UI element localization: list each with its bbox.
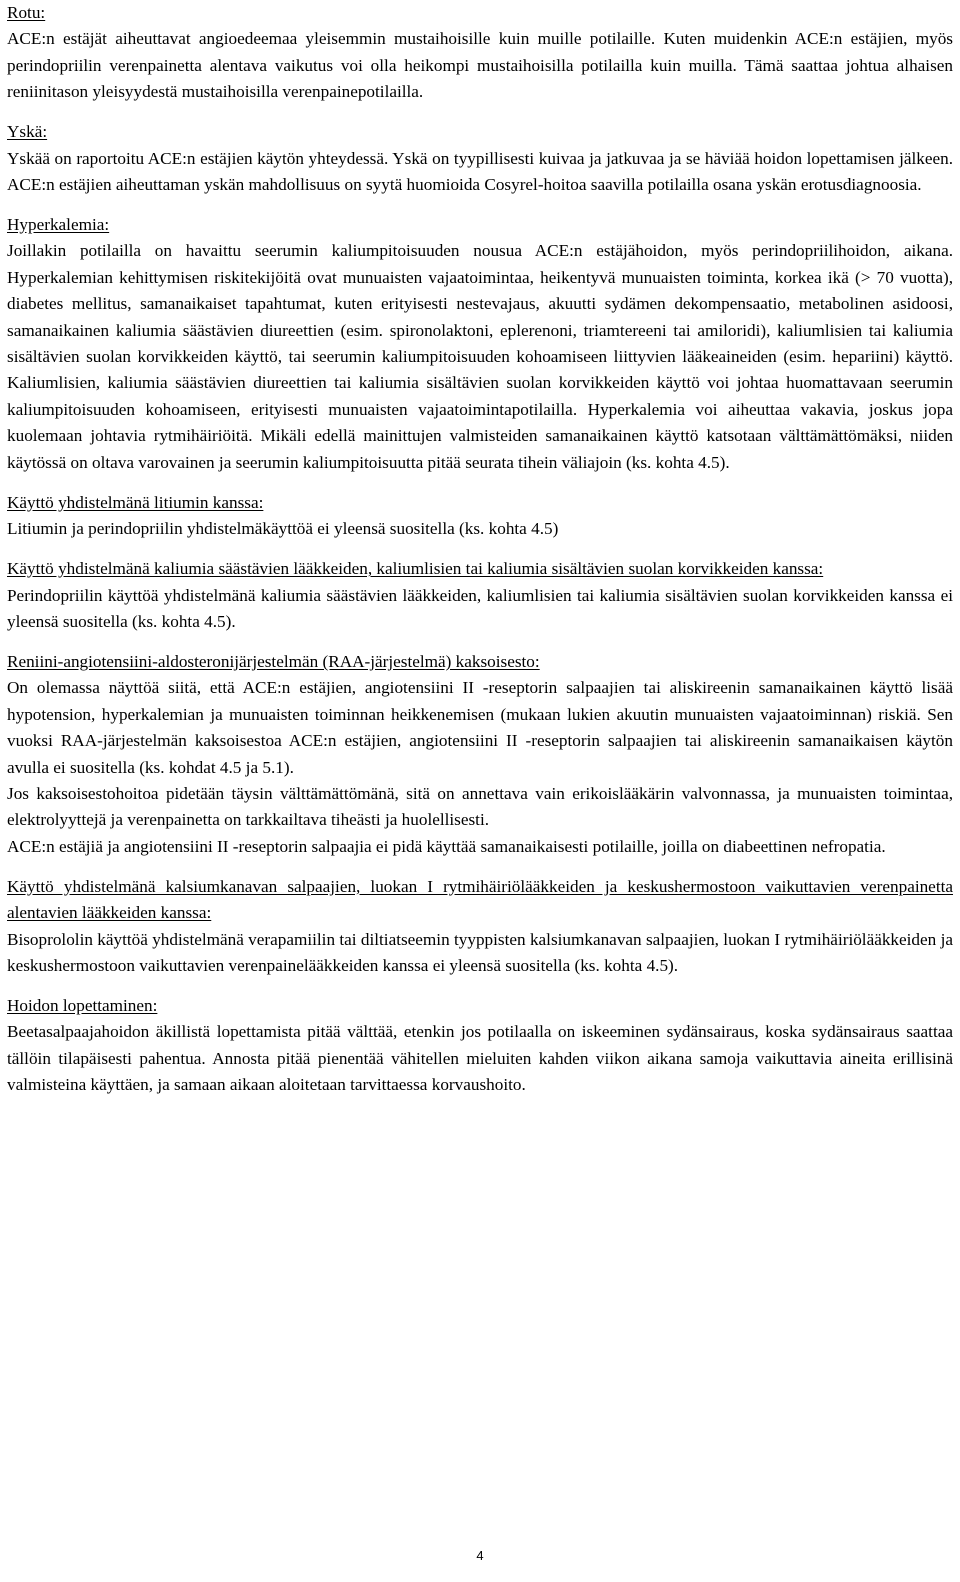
paragraph: On olemassa näyttöä siitä, että ACE:n estäjien, angiotensiini II -reseptorin salpaajien tai aliskireenin samanaikainen käyttö lisää hypotension, hyperkalemian ja munuaisten toiminnan heikkenemisen (mukaan lukien akuutin munuaisten vajaatoiminnan) riskiä. Sen vuoksi RAA-järjestelmän kaksoisestoa ACE:n estäjien, angiotensiini II -reseptorin salpaajien tai aliskireenin samanaikaisen käytön avulla ei suositella (ks. kohdat 4.5 ja 5.1). (7, 678, 953, 777)
section-yska (7, 119, 953, 198)
section-body (7, 675, 953, 860)
section-rotu (7, 0, 953, 106)
paragraph: ACE:n estäjät aiheuttavat angioedeemaa yleisemmin mustaihoisille kuin muille potilaille. Kuten muidenkin ACE:n estäjien, myös perindopriilin verenpainetta alentava vaikutus voi olla heikompi mustaihoisilla potilailla kuin muilla. Tämä saattaa johtua alhaisen reniinitason yleisyydestä mustaihoisilla verenpainepotilailla. (7, 29, 953, 102)
section-body (7, 583, 953, 636)
section-heading: Käyttö yhdistelmänä kalsiumkanavan salpaajien, luokan I rytmihäiriölääkkeiden ja keskushermostoon vaikuttavien verenpainetta alentavien lääkkeiden kanssa: (7, 876, 953, 923)
section-body (7, 238, 953, 476)
page-number: 4 (476, 1548, 484, 1563)
section-kalium (7, 556, 953, 635)
section-heading: Yskä: (7, 122, 48, 142)
section-heading: Reniini-angiotensiini-aldosteronijärjestelmän (RAA-järjestelmä) kaksoisesto: (7, 651, 540, 671)
section-hoidon-lopettaminen (7, 993, 953, 1099)
paragraph: Perindopriilin käyttöä yhdistelmänä kaliumia säästävien lääkkeiden, kaliumlisien tai kaliumia sisältävien suolan korvikkeiden kanssa ei yleensä suositella (ks. kohta 4.5). (7, 585, 953, 631)
section-heading: Käyttö yhdistelmänä litiumin kanssa: (7, 492, 264, 512)
section-body (7, 516, 953, 542)
paragraph: ACE:n estäjiä ja angiotensiini II -reseptorin salpaajia ei pidä käyttää samanaikaisesti potilaille, joilla on diabeettinen nefropatia. (7, 836, 886, 856)
paragraph: Joillakin potilailla on havaittu seerumin kaliumpitoisuuden nousua ACE:n estäjähoidon, myös perindopriilihoidon, aikana. Hyperkalemian kehittymisen riskitekijöitä ovat munuaisten vajaatoimintaa, heikentyvä munuaisten toiminta, korkea ikä (> 70 vuotta), diabetes mellitus, samanaikaiset tapahtumat, kuten erityisesti nestevajaus, akuutti sydämen dekompensaatio, metabolinen asidoosi, samanaikainen kaliumia säästävien diureettien (esim. spironolaktoni, eplerenoni, triamtereeni tai amiloridi), kaliumlisien tai kaliumia sisältävien suolan korvikkeiden käyttö, tai seerumin kaliumpitoisuuden kohoamiseen liittyvien lääkeaineiden (esim. hepariini) käyttö. Kaliumlisien, kaliumia säästävien diureettien tai kaliumia sisältävien suolan korvikkeiden käyttö voi johtaa huomattavaan seerumin kaliumpitoisuuden kohoamiseen, erityisesti munuaisten vajaatoimintapotilailla. Hyperkalemia voi aiheuttaa vakavia, joskus jopa kuolemaan johtavia rytmihäiriöitä. Mikäli edellä mainittujen valmisteiden samanaikainen käyttö katsotaan välttämättömäksi, niiden käytössä on oltava varovainen ja seerumin kaliumpitoisuutta pitää seurata tihein väliajoin (ks. kohta 4.5). (7, 241, 953, 472)
section-heading: Hoidon lopettaminen: (7, 995, 158, 1015)
section-body (7, 146, 953, 199)
section-raa-kaksoisesto (7, 649, 953, 860)
section-body (7, 26, 953, 105)
section-heading: Hyperkalemia: (7, 215, 110, 235)
paragraph: Yskää on raportoitu ACE:n estäjien käytön yhteydessä. Yskä on tyypillisesti kuivaa ja jatkuvaa ja se häviää hoidon lopettamisen jälkeen. ACE:n estäjien aiheuttaman yskän mahdollisuus on syytä huomioida Cosyrel-hoitoa saavilla potilailla osana yskän erotusdiagnoosia. (7, 148, 953, 195)
paragraph: Litiumin ja perindopriilin yhdistelmäkäyttöä ei yleensä suositella (ks. kohta 4.5) (7, 519, 559, 539)
section-heading: Rotu: (7, 3, 46, 22)
section-litium (7, 490, 953, 543)
section-body (7, 1019, 953, 1098)
paragraph: Beetasalpaajahoidon äkillistä lopettamista pitää välttää, etenkin jos potilaalla on iskeeminen sydänsairaus, koska sydänsairaus saattaa tällöin tilapäisesti pahentua. Annosta pitää pienentää vähitellen mieluiten kahden viikon aikana samoja vaikuttavia aineita erillisinä valmisteina käyttäen, ja samaan aikaan aloitetaan tarvittaessa korvaushoito. (7, 1022, 953, 1095)
section-kalsiumkanava (7, 874, 953, 980)
paragraph: Jos kaksoisestohoitoa pidetään täysin välttämättömänä, sitä on annettava vain erikoislääkärin valvonnassa, ja munuaisten toimintaa, elektrolyyttejä ja verenpainetta on tarkkailtava tiheästi ja huolellisesti. (7, 783, 953, 830)
section-heading: Käyttö yhdistelmänä kaliumia säästävien lääkkeiden, kaliumlisien tai kaliumia sisältävien suolan korvikkeiden kanssa: (7, 559, 824, 579)
section-hyperkalemia (7, 212, 953, 476)
document-page (7, 0, 953, 1112)
paragraph: Bisoprololin käyttöä yhdistelmänä verapamiilin tai diltiatseemin tyyppisten kalsiumkanavan salpaajien, luokan I rytmihäiriölääkkeiden ja keskushermostoon vaikuttavien verenpainelääkkeiden kanssa ei yleensä suositella (ks. kohta 4.5). (7, 929, 953, 975)
section-body (7, 927, 953, 980)
